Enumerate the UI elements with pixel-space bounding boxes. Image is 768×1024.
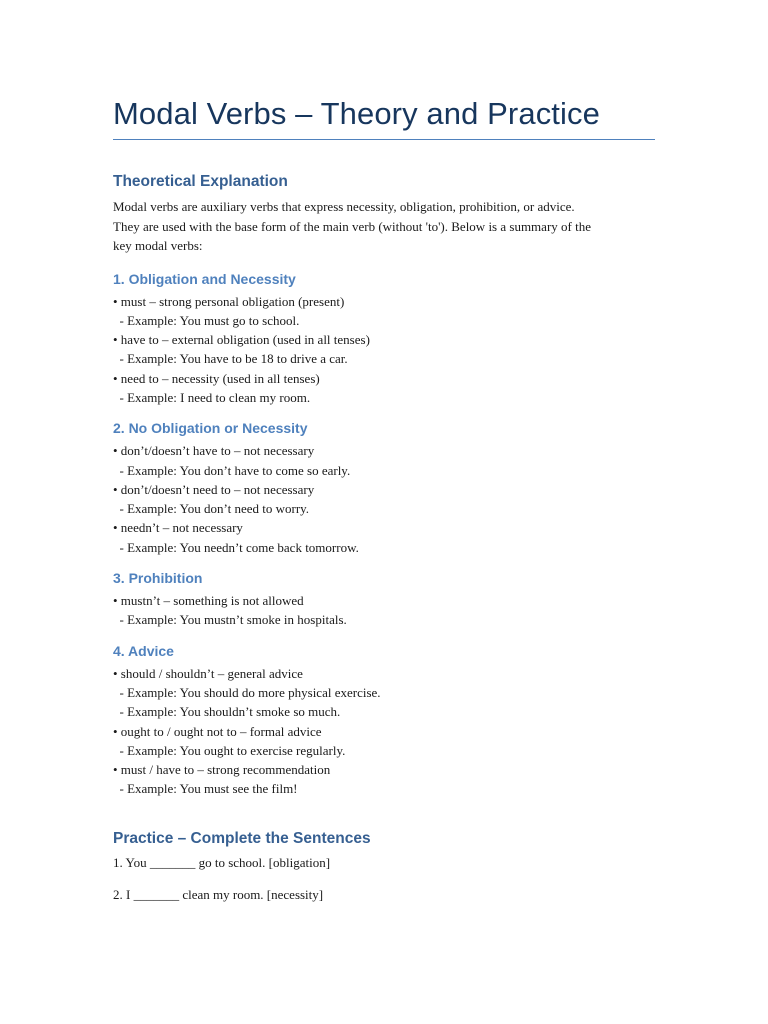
list-item: • must / have to – strong recommendation [113,762,331,778]
list-item: • don’t/doesn’t have to – not necessary [113,443,315,459]
list-item: • ought to / ought not to – formal advice [113,723,322,739]
list-item: • should / shouldn’t – general advice [113,665,303,681]
list-item: - Example: You must see the film! [113,781,298,797]
list-item: - Example: You must go to school. [113,312,300,328]
section-heading-obligation: 1. Obligation and Necessity [113,270,296,287]
theory-intro [113,197,655,256]
list-item: - Example: You mustn’t smoke in hospitals. [113,612,347,628]
section-list-advice [113,664,655,799]
list-item: • must – strong personal obligation (present) [113,293,345,309]
intro-line: key modal verbs: [113,238,203,253]
intro-line: Modal verbs are auxiliary verbs that express necessity, obligation, prohibition, or advice. [113,199,575,214]
list-item: - Example: I need to clean my room. [113,389,311,405]
theory-heading: Theoretical Explanation [113,173,288,190]
list-item: • don’t/doesn’t need to – not necessary [113,481,315,497]
section-list-no-obligation [113,441,655,557]
list-item: - Example: You should do more physical exercise. [113,684,381,700]
list-item: • needn’t – not necessary [113,520,243,536]
section-heading-prohibition: 3. Prohibition [113,570,203,587]
section-heading-no-obligation: 2. No Obligation or Necessity [113,420,308,437]
list-item: • have to – external obligation (used in all tenses) [113,332,370,348]
section-list-prohibition [113,591,655,630]
practice-heading: Practice – Complete the Sentences [113,829,371,847]
list-item: - Example: You have to be 18 to drive a car. [113,351,348,367]
section-heading-advice: 4. Advice [113,642,174,659]
list-item: • mustn’t – something is not allowed [113,593,304,609]
list-item: - Example: You shouldn’t smoke so much. [113,704,341,720]
practice-item: 2. I _______ clean my room. [necessity] [113,887,324,903]
list-item: - Example: You needn’t come back tomorrow. [113,539,359,555]
list-item: • need to – necessity (used in all tenses) [113,370,320,386]
list-item: - Example: You ought to exercise regularly. [113,742,346,758]
practice-item: 1. You _______ go to school. [obligation] [113,854,331,870]
page-title: Modal Verbs – Theory and Practice [113,96,600,131]
intro-line: They are used with the base form of the main verb (without 'to'). Below is a summary of the [113,218,591,234]
document-body [113,92,655,904]
section-list-obligation [113,292,655,408]
list-item: - Example: You don’t need to worry. [113,501,310,517]
title-underline [113,139,655,140]
list-item: - Example: You don’t have to come so early. [113,462,351,478]
